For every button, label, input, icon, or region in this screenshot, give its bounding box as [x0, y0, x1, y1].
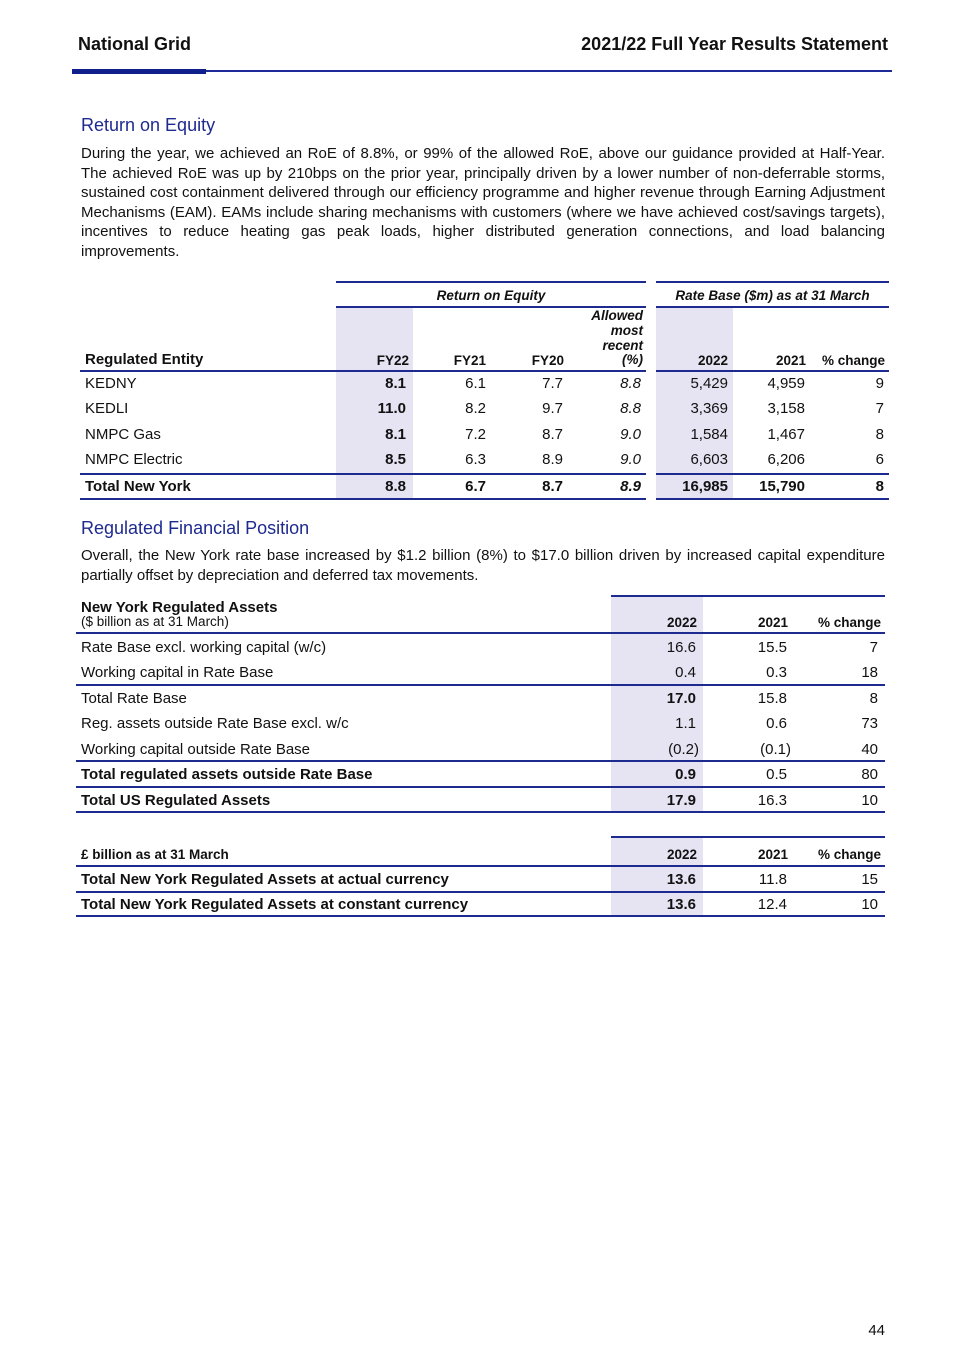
assets-table-title: New York Regulated Assets [81, 599, 278, 616]
col-header-2022: 2022 [666, 847, 697, 862]
col-header-2022: 2022 [697, 353, 728, 368]
col-header-fy21: FY21 [453, 353, 486, 368]
col-header-fy22: FY22 [376, 353, 409, 368]
document-title: 2021/22 Full Year Results Statement [581, 34, 888, 54]
col-header-fy20: FY20 [531, 353, 564, 368]
col-header-2021: 2021 [757, 615, 788, 630]
gbp-table-title: £ billion as at 31 March [81, 847, 229, 862]
group-header-roe: Return on Equity [436, 288, 546, 303]
group-header-rate-base: Rate Base ($m) as at 31 March [675, 288, 870, 303]
rfp-paragraph: Overall, the New York rate base increased by $1.2 billion (8%) to $17.0 billion driven by increased capital expenditure partially offset by depreciation and deferred tax movements. [81, 547, 885, 584]
col-header-change: % change [821, 353, 885, 368]
section-title-rfp: Regulated Financial Position [81, 518, 310, 538]
col-header-2021: 2021 [775, 353, 806, 368]
col-header-allowed: Allowed most recent (%) [591, 308, 643, 368]
col-header-2022: 2022 [666, 615, 697, 630]
roe-paragraph: During the year, we achieved an RoE of 8.8%, or 99% of the allowed RoE, above our guidance provided at Half-Year. The achieved RoE was up by 210bps on the prior year, principally driven by a lower number of non-deferrable storms, sustained cost containment delivered through our efficiency programme and higher revenue through Earning Adjustment Mechanisms (EAM). EAMs include sharing mechanisms with customers (where we have achieved cost/savings targets), incentives to reduce heating gas peak loads, higher distributed generation connections, and load balancing improvements. [81, 145, 885, 260]
company-name: National Grid [78, 34, 192, 54]
col-header-2021: 2021 [757, 847, 788, 862]
gbp-table: £ billion as at 31 March 2022 2021 % change Total New York Regulated Assets at actual currency 13.6 11.8 15 Total New York Regulated Assets at constant currency 13.6 12.4 10 [0, 0, 965, 920]
page-number: 44 [868, 1322, 885, 1339]
assets-table: New York Regulated Assets ($ billion as at 31 March) 2022 2021 % change Rate Base excl. working capital (w/c) 16.6 15.5 7 Working capital in Rate Base 0.4 0.3 18 Total Rate Base 17.0 15.8 8 Reg. assets outside Rate Base excl. w/c 1.1 0.6 73 Working capital outside Rate Base (0.2) (0.1) 40 Total regulated assets outside Rate Base 0.9 0.5 80 Total US Regulated Assets 17.9 16.3 10 [0, 0, 965, 820]
section-title-roe: Return on Equity [81, 115, 216, 135]
col-header-entity: Regulated Entity [85, 351, 204, 368]
col-header-change: % change [817, 847, 881, 862]
assets-table-subtitle: ($ billion as at 31 March) [81, 614, 229, 629]
col-header-change: % change [817, 615, 881, 630]
roe-table: Return on Equity Rate Base ($m) as at 31 March Regulated Entity FY22 FY21 FY20 Allowed most recent (%) 2022 2021 % change KEDNY 8.1 6.1 7.7 8.8 5,429 4,959 9 KEDLI 11.0 8.2 9.7 8.8 3,369 3,158 7 NMPC Gas 8.1 7.2 8.7 9.0 1,584 1,467 8 NMPC Electric 8.5 6.3 8.9 9.0 6,603 6,206 6 Total New York 8.8 6.7 8.7 8.9 16,985 15,790 8 [0, 0, 965, 510]
